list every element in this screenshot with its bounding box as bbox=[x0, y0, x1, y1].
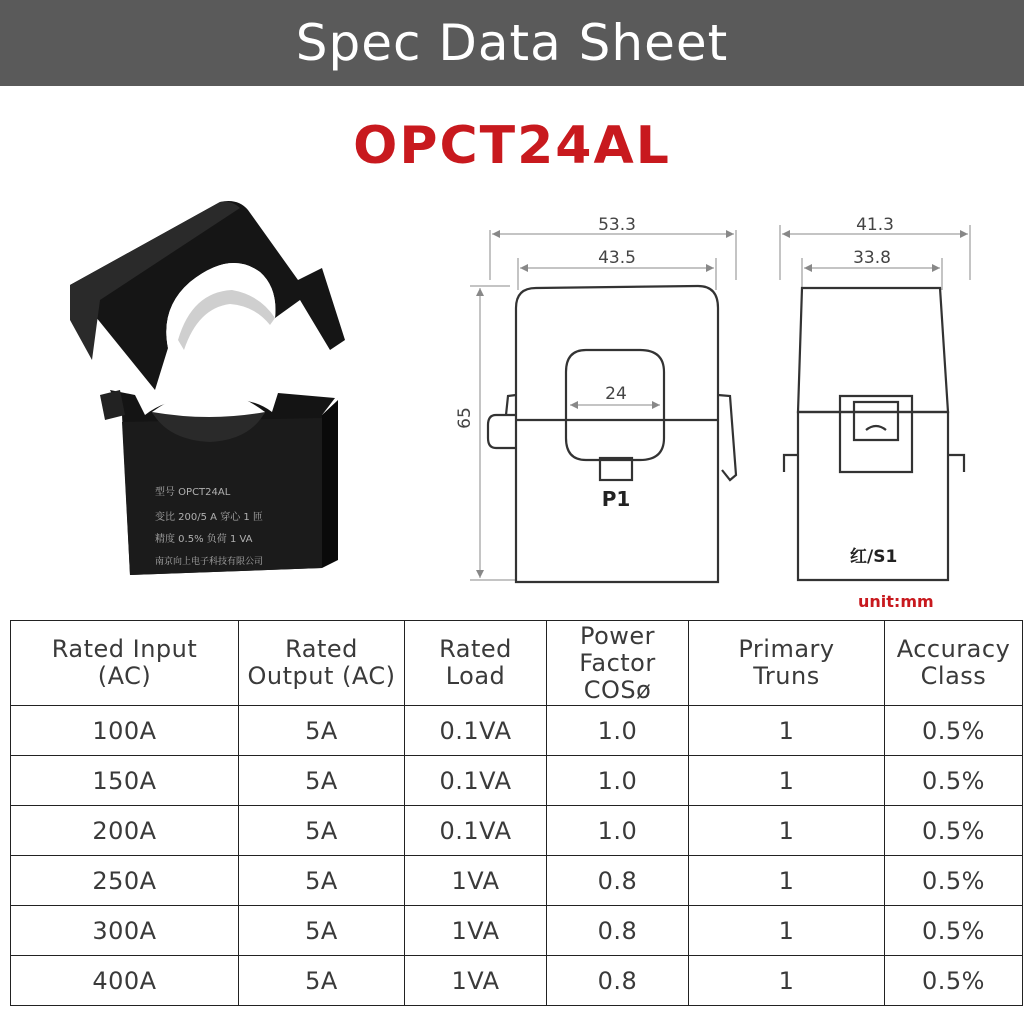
table-header-row bbox=[11, 621, 1023, 706]
cell-load: 1VA bbox=[405, 906, 547, 956]
dim-hole: 24 bbox=[605, 384, 627, 404]
terminal-p1: P1 bbox=[601, 487, 631, 511]
table-row bbox=[11, 856, 1023, 906]
table-row bbox=[11, 806, 1023, 856]
photo-label-line: 型号 OPCT24AL bbox=[155, 487, 231, 498]
cell-load: 1VA bbox=[405, 856, 547, 906]
cell-output: 5A bbox=[239, 956, 405, 1006]
product-photo bbox=[60, 190, 360, 590]
cell-power-factor: 0.8 bbox=[547, 906, 689, 956]
terminal-s1: 红/S1 bbox=[850, 547, 898, 567]
cell-accuracy: 0.5% bbox=[885, 756, 1023, 806]
header-banner bbox=[0, 0, 1024, 86]
cell-output: 5A bbox=[239, 706, 405, 756]
cell-load: 0.1VA bbox=[405, 806, 547, 856]
cell-accuracy: 0.5% bbox=[885, 956, 1023, 1006]
header-rated-output: Rated Output (AC) bbox=[239, 621, 405, 706]
cell-power-factor: 0.8 bbox=[547, 856, 689, 906]
dimension-drawing bbox=[440, 200, 1024, 620]
cell-accuracy: 0.5% bbox=[885, 906, 1023, 956]
cell-accuracy: 0.5% bbox=[885, 806, 1023, 856]
table-row bbox=[11, 906, 1023, 956]
table-row bbox=[11, 756, 1023, 806]
dim-front-outer: 53.3 bbox=[598, 215, 636, 235]
spec-table bbox=[10, 620, 1023, 1006]
cell-turns: 1 bbox=[689, 906, 885, 956]
photo-label-line: 精度 0.5% 负荷 1 VA bbox=[155, 534, 253, 545]
cell-accuracy: 0.5% bbox=[885, 706, 1023, 756]
cell-load: 0.1VA bbox=[405, 706, 547, 756]
header-rated-load: Rated Load bbox=[405, 621, 547, 706]
cell-load: 0.1VA bbox=[405, 756, 547, 806]
cell-input: 250A bbox=[11, 856, 239, 906]
cell-output: 5A bbox=[239, 856, 405, 906]
photo-label-line: 变比 200/5 A 穿心 1 匝 bbox=[155, 512, 263, 523]
page-title: Spec Data Sheet bbox=[295, 14, 729, 72]
cell-power-factor: 1.0 bbox=[547, 706, 689, 756]
cell-output: 5A bbox=[239, 906, 405, 956]
header-primary-turns: Primary Truns bbox=[689, 621, 885, 706]
dim-side-outer: 41.3 bbox=[856, 215, 894, 235]
model-name: OPCT24AL bbox=[353, 116, 671, 176]
cell-input: 400A bbox=[11, 956, 239, 1006]
header-accuracy-class: Accuracy Class bbox=[885, 621, 1023, 706]
unit-note: unit:mm bbox=[858, 592, 934, 611]
cell-input: 100A bbox=[11, 706, 239, 756]
table-row bbox=[11, 706, 1023, 756]
header-rated-input: Rated Input (AC) bbox=[11, 621, 239, 706]
dim-side-inner: 33.8 bbox=[853, 248, 891, 268]
cell-power-factor: 0.8 bbox=[547, 956, 689, 1006]
cell-turns: 1 bbox=[689, 806, 885, 856]
cell-power-factor: 1.0 bbox=[547, 806, 689, 856]
cell-turns: 1 bbox=[689, 956, 885, 1006]
cell-turns: 1 bbox=[689, 706, 885, 756]
cell-turns: 1 bbox=[689, 756, 885, 806]
cell-input: 300A bbox=[11, 906, 239, 956]
dim-front-inner: 43.5 bbox=[598, 248, 636, 268]
cell-turns: 1 bbox=[689, 856, 885, 906]
cell-output: 5A bbox=[239, 756, 405, 806]
table-row bbox=[11, 956, 1023, 1006]
photo-label-line: 南京向上电子科技有限公司 bbox=[155, 557, 264, 567]
cell-load: 1VA bbox=[405, 956, 547, 1006]
cell-power-factor: 1.0 bbox=[547, 756, 689, 806]
dim-height: 65 bbox=[455, 407, 475, 429]
cell-accuracy: 0.5% bbox=[885, 856, 1023, 906]
cell-input: 150A bbox=[11, 756, 239, 806]
cell-input: 200A bbox=[11, 806, 239, 856]
header-power-factor: Power Factor COSø bbox=[547, 621, 689, 706]
cell-output: 5A bbox=[239, 806, 405, 856]
